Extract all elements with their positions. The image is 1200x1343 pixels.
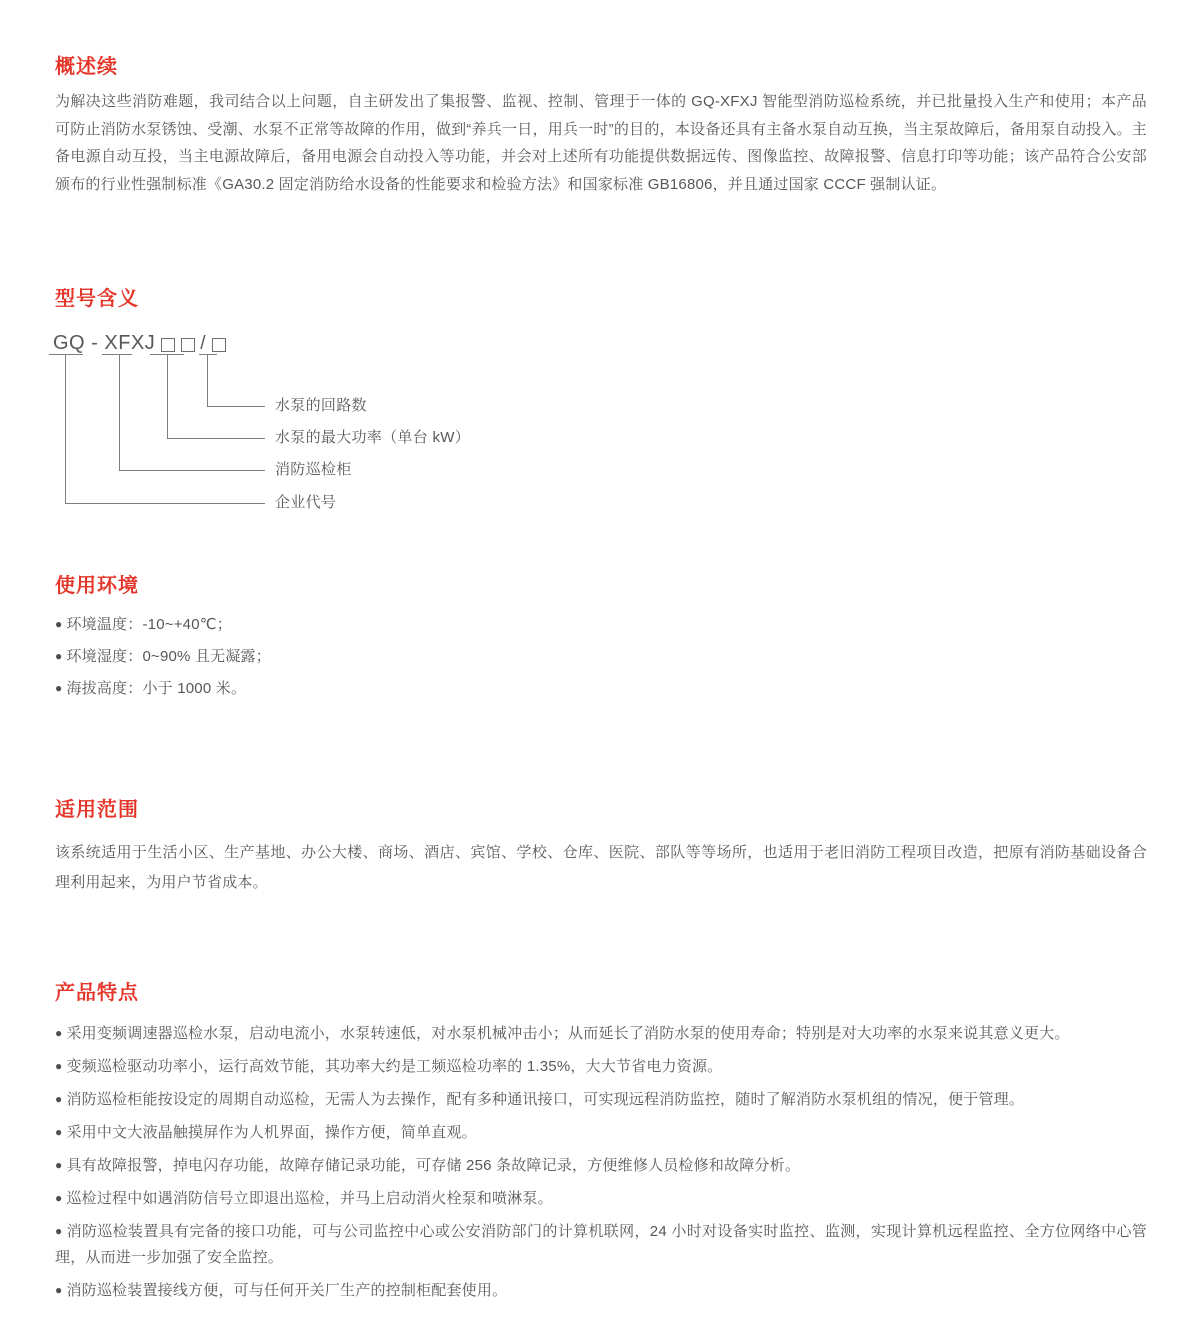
overview-heading: 概述续 bbox=[55, 56, 118, 78]
bullet-text: 环境湿度：0~90% 且无凝露； bbox=[66, 648, 271, 665]
scope-heading: 适用范围 bbox=[55, 799, 139, 821]
bullet-list-item bbox=[55, 1219, 1147, 1271]
bullet-text: 巡检过程中如遇消防信号立即退出巡检，并马上启动消火栓泵和喷淋泵。 bbox=[66, 1190, 553, 1207]
bullet-icon: ● bbox=[55, 1191, 63, 1205]
bullet-list-item bbox=[55, 1054, 1147, 1080]
bullet-icon: ● bbox=[55, 649, 63, 663]
bullet-icon: ● bbox=[55, 1092, 63, 1106]
bullet-text: 消防巡检装置接线方便，可与任何开关厂生产的控制柜配套使用。 bbox=[66, 1282, 508, 1299]
features-heading: 产品特点 bbox=[55, 982, 139, 1004]
scope-paragraph: 该系统适用于生活小区、生产基地、办公大楼、商场、酒店、宾馆、学校、仓库、医院、部队等等场所，也适用于老旧消防工程项目改造，把原有消防基础设备合理利用起来，为用户节省成本。 bbox=[55, 844, 1147, 891]
bullet-list-item bbox=[55, 644, 1147, 670]
diagram-connector-line bbox=[207, 406, 265, 407]
bullet-list-item bbox=[55, 1278, 1147, 1304]
bullet-list-item bbox=[55, 1021, 1147, 1047]
features-list bbox=[55, 1021, 1147, 1311]
model-label-max-power: 水泵的最大功率（单台 kW） bbox=[275, 429, 471, 446]
bullet-icon: ● bbox=[55, 1026, 63, 1040]
bullet-icon: ● bbox=[55, 681, 63, 695]
bullet-list-item bbox=[55, 1120, 1147, 1146]
bullet-list-item bbox=[55, 612, 1147, 638]
bullet-text: 采用变频调速器巡检水泵，启动电流小，水泵转速低，对水泵机械冲击小；从而延长了消防水泵的使用寿命；特别是对大功率的水泵来说其意义更大。 bbox=[66, 1025, 1070, 1042]
diagram-tick-line bbox=[199, 354, 217, 355]
bullet-text: 变频巡检驱动功率小，运行高效节能，其功率大约是工频巡检功率的 1.35%，大大节省电力资源。 bbox=[66, 1058, 723, 1075]
bullet-list-item bbox=[55, 1153, 1147, 1179]
bullet-text: 海拔高度：小于 1000 米。 bbox=[66, 680, 247, 697]
bullet-icon: ● bbox=[55, 1283, 63, 1297]
diagram-leader-line bbox=[65, 354, 66, 503]
bullet-text: 采用中文大液晶触摸屏作为人机界面，操作方便，简单直观。 bbox=[66, 1124, 477, 1141]
model-heading: 型号含义 bbox=[55, 288, 139, 310]
model-label-company: 企业代号 bbox=[275, 494, 337, 511]
diagram-connector-line bbox=[167, 438, 265, 439]
model-placeholder-box-icon bbox=[161, 338, 175, 352]
bullet-text: 具有故障报警，掉电闪存功能，故障存储记录功能，可存储 256 条故障记录，方便维修人员检修和故障分析。 bbox=[66, 1157, 801, 1174]
bullet-text: 消防巡检柜能按设定的周期自动巡检，无需人为去操作，配有多种通讯接口，可实现远程消防监控，随时了解消防水泵机组的情况，便于管理。 bbox=[66, 1091, 1025, 1108]
model-code-line bbox=[53, 333, 653, 354]
diagram-connector-line bbox=[65, 503, 265, 504]
environment-list bbox=[55, 612, 1147, 708]
bullet-text: 消防巡检装置具有完备的接口功能，可与公司监控中心或公安消防部门的计算机联网，24 小时对设备实时监控、监测，实现计算机远程监控、全方位网络中心管理，从而进一步加强了安全监控。 bbox=[55, 1223, 1148, 1266]
bullet-list-item bbox=[55, 1186, 1147, 1212]
bullet-text: 环境温度：-10~+40℃； bbox=[66, 616, 232, 633]
model-code-prefix: GQ - XFXJ bbox=[53, 332, 156, 354]
environment-heading: 使用环境 bbox=[55, 575, 139, 597]
bullet-icon: ● bbox=[55, 1125, 63, 1139]
model-placeholder-box-icon bbox=[181, 338, 195, 352]
diagram-tick-line bbox=[102, 354, 132, 355]
diagram-leader-line bbox=[167, 354, 168, 438]
diagram-leader-line bbox=[119, 354, 120, 470]
model-placeholder-box-icon bbox=[212, 338, 226, 352]
bullet-icon: ● bbox=[55, 1158, 63, 1172]
overview-paragraph: 为解决这些消防难题，我司结合以上问题，自主研发出了集报警、监视、控制、管理于一体的 GQ-XFXJ 智能型消防巡检系统，并已批量投入生产和使用；本产品可防止消防水泵锈蚀、受潮、水泵不正常等故障的作用，做到“养兵一日，用兵一时”的目的，本设备还具有主备水泵自动互换，当主泵故障后，备用泵自动投入。主备电源自动互投，当主电源故障后，备用电源会自动投入等功能，并会对上述所有功能提供数据远传、图像监控、故障报警、信息打印等功能；该产品符合公安部颁布的行业性强制标准《GA30.2 固定消防给水设备的性能要求和检验方法》和国家标准 GB16806，并且通过国家 CCCF 强制认证。 bbox=[55, 93, 1147, 193]
model-code-diagram bbox=[53, 333, 653, 528]
bullet-icon: ● bbox=[55, 1059, 63, 1073]
model-code-slash: / bbox=[200, 332, 207, 354]
model-label-circuits: 水泵的回路数 bbox=[275, 397, 367, 414]
bullet-icon: ● bbox=[55, 617, 63, 631]
bullet-list-item bbox=[55, 1087, 1147, 1113]
diagram-connector-line bbox=[119, 470, 265, 471]
model-label-cabinet: 消防巡检柜 bbox=[275, 461, 352, 478]
diagram-tick-line bbox=[49, 354, 83, 355]
bullet-icon: ● bbox=[55, 1224, 63, 1238]
diagram-leader-line bbox=[207, 354, 208, 406]
bullet-list-item bbox=[55, 676, 1147, 702]
